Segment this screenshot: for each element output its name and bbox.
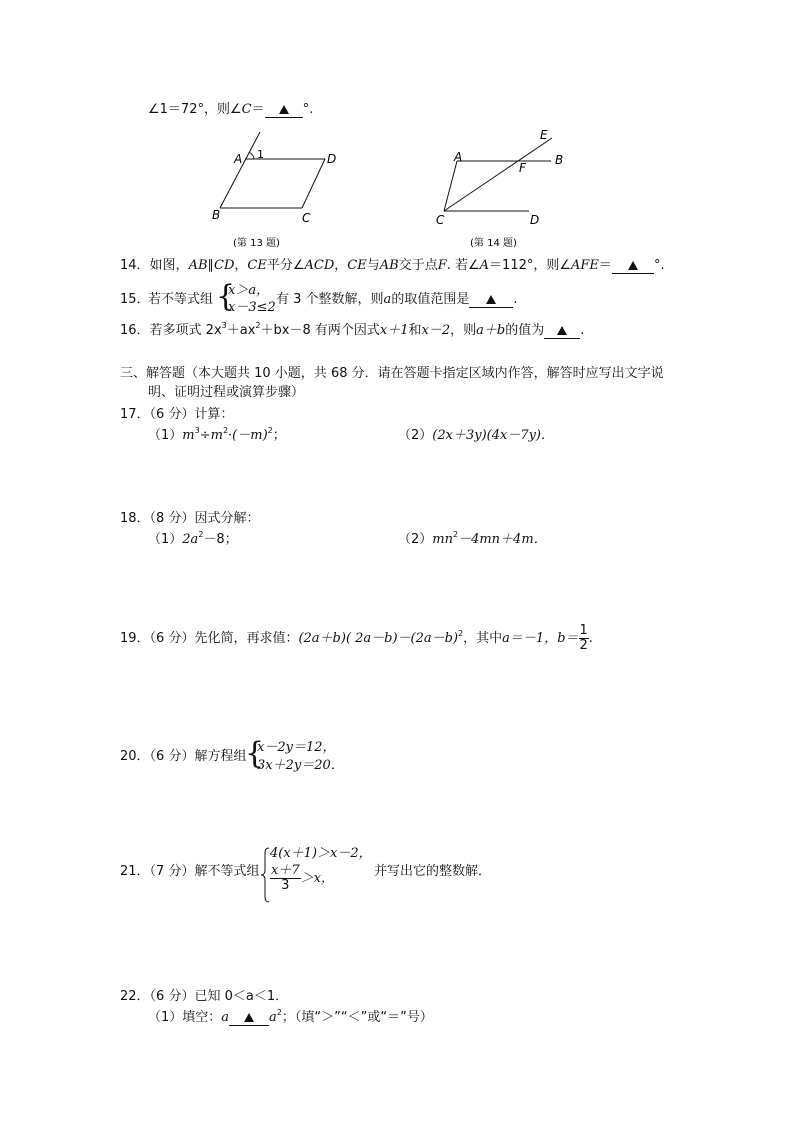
part-label: （1）填空： bbox=[148, 1010, 222, 1025]
q21-sys-line1: 4(x＋1)＞x－2， bbox=[270, 846, 372, 861]
q19-end: . bbox=[588, 631, 593, 646]
superscript: 3 bbox=[221, 321, 227, 330]
q14-text: 如图， bbox=[149, 258, 189, 273]
q22-hint: ；（填“＞”“＜”或“＝”号） bbox=[281, 1010, 433, 1025]
part-label: （1） bbox=[148, 532, 183, 547]
q14-text: . 若∠ bbox=[446, 258, 480, 273]
q22-part1 bbox=[148, 1010, 433, 1026]
triangle-icon bbox=[628, 261, 638, 270]
superscript: 2 bbox=[198, 530, 204, 539]
q17-expr: (2x＋3y)(4x－7y)． bbox=[432, 428, 555, 443]
triangle-icon bbox=[244, 1013, 254, 1022]
fig13-label-a: A bbox=[234, 152, 243, 166]
q21-post: 并写出它的整数解． bbox=[374, 864, 492, 879]
q18-expr: mn bbox=[432, 532, 453, 547]
fraction-numerator: x＋7 bbox=[271, 863, 300, 878]
q21-expr: ＞x， bbox=[300, 871, 334, 886]
q17-expr: m bbox=[182, 428, 195, 443]
answer-blank[interactable] bbox=[469, 293, 513, 308]
figure-13 bbox=[200, 125, 360, 255]
fig14-caption: (第 14 题) bbox=[470, 238, 517, 249]
superscript: 3 bbox=[194, 426, 200, 435]
q14-unit: °. bbox=[653, 258, 665, 273]
fig14-label-a: A bbox=[454, 150, 463, 164]
q19-heading: 19．（6 分）先化简，再求值： bbox=[120, 631, 299, 646]
superscript: 2 bbox=[267, 426, 273, 435]
q15-a: a bbox=[383, 292, 392, 307]
answer-blank[interactable] bbox=[265, 103, 303, 118]
q15-text: 有 3 个整数解，则 bbox=[276, 292, 384, 307]
section3-heading-line1: 三、解答题（本大题共 10 小题，共 68 分．请在答题卡指定区域内作答，解答时应写出文字说 bbox=[120, 366, 664, 381]
q14-a: A bbox=[479, 258, 490, 273]
fig13-label-1: 1 bbox=[257, 148, 264, 161]
q13-unit: °. bbox=[302, 102, 314, 117]
triangle-icon bbox=[486, 295, 496, 304]
brace-icon: { bbox=[216, 279, 236, 314]
q19-line bbox=[120, 624, 593, 654]
q13-tail-line bbox=[148, 102, 313, 118]
q19-b-value: b＝ bbox=[557, 631, 579, 646]
q17-expr: ； bbox=[272, 428, 286, 443]
q18-expr: －4mn＋4m． bbox=[458, 532, 547, 547]
q15-sys-line1: x＞a， bbox=[228, 283, 270, 298]
q14-text: ＝112°，则∠ bbox=[489, 258, 572, 273]
q18-expr: 2a bbox=[182, 532, 199, 547]
q14-number: 14． bbox=[120, 258, 150, 273]
q16-end: . bbox=[580, 323, 585, 338]
part-label: （2） bbox=[398, 428, 433, 443]
fraction bbox=[270, 864, 301, 893]
q16-text: 若多项式 2x bbox=[149, 323, 222, 338]
superscript: 2 bbox=[458, 629, 464, 638]
fig14-label-e: E bbox=[540, 128, 548, 142]
fig13-label-d: D bbox=[327, 152, 337, 166]
q14-text: 交于点 bbox=[398, 258, 438, 273]
figure-14 bbox=[425, 125, 585, 255]
q17-part1 bbox=[148, 428, 286, 444]
fig14-label-b: B bbox=[555, 153, 564, 167]
q22-a: a bbox=[221, 1010, 230, 1025]
q14-text: ， bbox=[234, 258, 248, 273]
part-label: （1） bbox=[148, 428, 183, 443]
q19-a-value: a＝－1， bbox=[502, 631, 558, 646]
fraction bbox=[579, 624, 589, 653]
q17-part2 bbox=[398, 428, 554, 444]
q16-factor2: x－2 bbox=[421, 323, 451, 338]
q16-line bbox=[120, 323, 584, 339]
superscript: 2 bbox=[255, 321, 261, 330]
q22-heading: 22．（6 分）已知 0＜a＜1． bbox=[120, 989, 289, 1004]
q14-ce: CE bbox=[347, 258, 367, 273]
q15-post-line bbox=[276, 292, 517, 308]
superscript: 2 bbox=[222, 426, 229, 435]
q18-part2 bbox=[398, 532, 547, 548]
fig14-label-d: D bbox=[530, 213, 540, 227]
q18-heading: 18．（8 分）因式分解： bbox=[120, 511, 260, 526]
fig14-label-f: F bbox=[519, 161, 526, 175]
q14-f: F bbox=[437, 258, 447, 273]
q16-ab: a＋b bbox=[476, 323, 506, 338]
q13-text: ∠1＝72°，则∠ bbox=[148, 102, 242, 117]
q18-expr: －8； bbox=[203, 532, 238, 547]
q14-ab: AB bbox=[379, 258, 399, 273]
fig13-label-c: C bbox=[302, 211, 311, 225]
part-label: （2） bbox=[398, 532, 433, 547]
brace-icon: { bbox=[245, 736, 265, 771]
q14-line bbox=[120, 258, 665, 274]
q14-text: ， bbox=[334, 258, 348, 273]
fraction-denominator: 2 bbox=[579, 638, 588, 653]
q15-pre: 若不等式组 bbox=[148, 292, 214, 307]
q21-heading: 21．（7 分）解不等式组 bbox=[120, 864, 260, 879]
answer-blank[interactable] bbox=[544, 324, 580, 339]
q16-text: ＋bx－8 有两个因式 bbox=[260, 323, 380, 338]
triangle-icon bbox=[279, 105, 289, 114]
q16-text: 和 bbox=[408, 323, 422, 338]
section3-heading-line2: 明、证明过程或演算步骤） bbox=[148, 385, 305, 400]
q13-var: C bbox=[241, 102, 252, 117]
q15-text: 的取值范围是 bbox=[391, 292, 470, 307]
parallel-symbol: ∥ bbox=[207, 258, 215, 273]
q16-number: 16． bbox=[120, 323, 150, 338]
q14-afe: AFE bbox=[571, 258, 599, 273]
q17-expr: ·(－m) bbox=[228, 428, 268, 443]
q20-sys-line2: 3x＋2y＝20． bbox=[257, 758, 344, 773]
q20-sys-line1: x－2y＝12， bbox=[257, 740, 336, 755]
fig14-label-c: C bbox=[436, 213, 445, 227]
q14-text: ＝ bbox=[598, 258, 612, 273]
answer-blank[interactable] bbox=[612, 259, 654, 274]
answer-blank[interactable] bbox=[229, 1011, 269, 1026]
q16-factor1: x＋1 bbox=[379, 323, 409, 338]
q14-cd: CD bbox=[214, 258, 235, 273]
q14-text: 平分∠ bbox=[266, 258, 305, 273]
q21-sys-line2 bbox=[270, 864, 334, 893]
fig13-label-b: B bbox=[212, 208, 221, 222]
q14-text: 与 bbox=[366, 258, 380, 273]
q14-acd: ACD bbox=[304, 258, 335, 273]
q20-heading: 20．（6 分）解方程组 bbox=[120, 749, 247, 764]
q14-ab: AB bbox=[188, 258, 208, 273]
fig13-caption: (第 13 题) bbox=[233, 238, 280, 249]
q15-number: 15． bbox=[120, 292, 150, 307]
fraction-numerator: 1 bbox=[579, 623, 588, 638]
q19-expr: (2a＋b)( 2a－b)－(2a－b) bbox=[298, 631, 459, 646]
q15-sys-line2: x－3≤2 bbox=[228, 300, 276, 315]
superscript: 2 bbox=[452, 530, 459, 539]
fraction-denominator: 3 bbox=[281, 878, 290, 893]
q13-eq: ＝ bbox=[251, 102, 265, 117]
triangle-icon bbox=[557, 326, 567, 335]
q14-ce: CE bbox=[247, 258, 267, 273]
q22-a: a bbox=[269, 1010, 277, 1025]
q15-end: . bbox=[513, 292, 518, 307]
q18-part1 bbox=[148, 532, 238, 548]
q17-expr: ÷m bbox=[199, 428, 223, 443]
q16-text: 的值为 bbox=[505, 323, 545, 338]
q16-text: ，则 bbox=[450, 323, 477, 338]
q16-text: ＋ax bbox=[226, 323, 256, 338]
q19-text: ，其中 bbox=[463, 631, 503, 646]
q17-heading: 17．（6 分）计算： bbox=[120, 407, 234, 422]
superscript: 2 bbox=[276, 1008, 282, 1017]
